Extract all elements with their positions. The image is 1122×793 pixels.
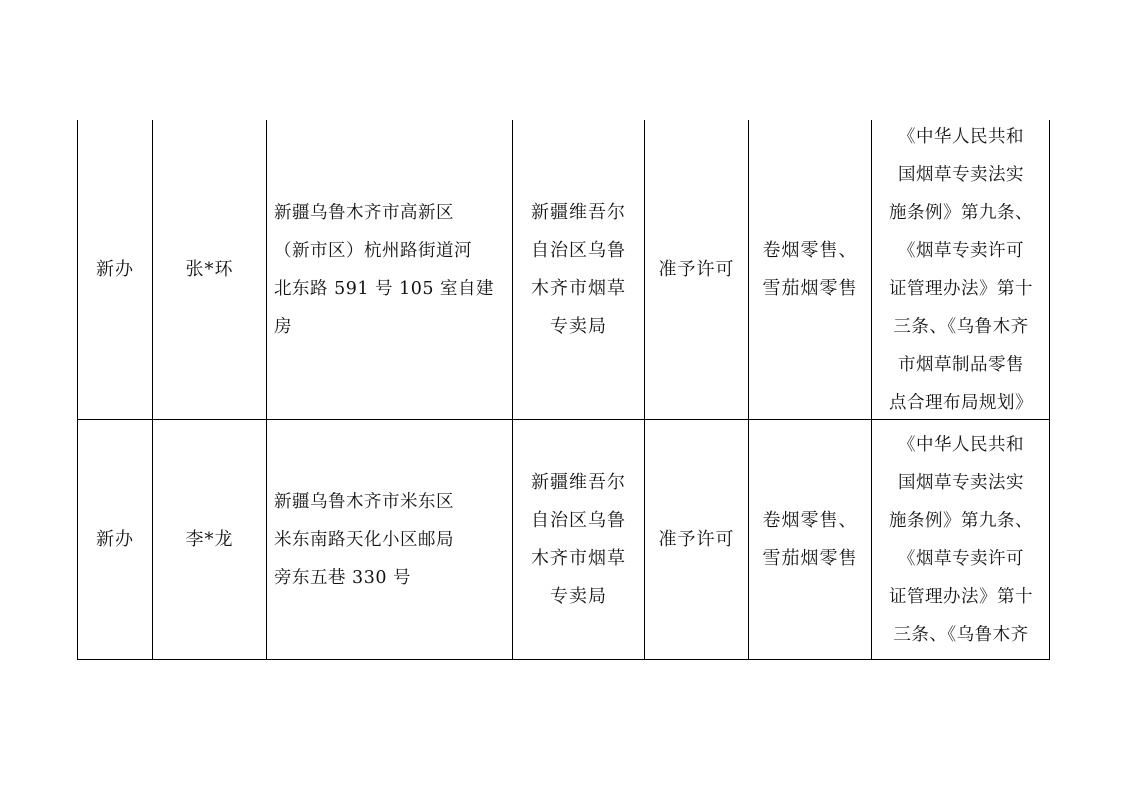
basis-line: 三条、《乌鲁木齐	[893, 624, 1029, 645]
scope-line: 卷烟零售、	[762, 509, 858, 531]
basis-line: 市烟草制品零售	[898, 354, 1024, 375]
name-text: 张*环	[185, 258, 234, 280]
table-row-1-basis	[872, 120, 1050, 419]
basis-line: 三条、《乌鲁木齐	[893, 316, 1029, 337]
table-row-2-decision	[645, 420, 748, 659]
name-text: 李*龙	[185, 528, 234, 550]
scope-line: 雪茄烟零售	[762, 547, 858, 569]
table-row-2-basis	[872, 420, 1050, 659]
basis-line: 《烟草专卖许可	[898, 240, 1024, 261]
table-row-1-authority	[513, 120, 644, 419]
table-row-1-name	[153, 120, 266, 419]
basis-line: 点合理布局规划》	[889, 392, 1033, 413]
authority-line: 木齐市烟草	[531, 547, 626, 569]
scope-line: 卷烟零售、	[762, 239, 858, 261]
column-divider	[266, 120, 267, 659]
basis-line: 《烟草专卖许可	[898, 548, 1024, 569]
action-text: 新办	[96, 258, 134, 280]
basis-line: 《中华人民共和	[898, 434, 1024, 455]
basis-line: 《中华人民共和	[898, 126, 1024, 147]
table-row-2-address	[274, 420, 512, 659]
action-text: 新办	[96, 528, 134, 550]
address-line: 旁东五巷 330 号	[274, 567, 412, 588]
address-line: （新市区）杭州路街道河	[274, 240, 472, 261]
basis-line: 国烟草专卖法实	[898, 472, 1024, 493]
scope-line: 雪茄烟零售	[762, 277, 858, 299]
basis-line: 证管理办法》第十	[889, 586, 1033, 607]
authority-line: 专卖局	[550, 585, 607, 607]
address-line: 米东南路天化小区邮局	[274, 529, 454, 550]
table-row-1-action	[78, 120, 152, 419]
table-row-2-action	[78, 420, 152, 659]
table-row-1-decision	[645, 120, 748, 419]
table-row-2-authority	[513, 420, 644, 659]
basis-line: 施条例》第九条、	[889, 202, 1033, 223]
basis-line: 施条例》第九条、	[889, 510, 1033, 531]
table-row-1-address	[274, 120, 512, 419]
address-line: 新疆乌鲁木齐市米东区	[274, 491, 454, 512]
address-line: 新疆乌鲁木齐市高新区	[274, 202, 454, 223]
table-row-2-scope	[749, 420, 871, 659]
address-line: 北东路 591 号 105 室自建	[274, 278, 495, 299]
authority-line: 新疆维吾尔	[531, 471, 626, 493]
basis-line: 证管理办法》第十	[889, 278, 1033, 299]
authority-line: 自治区乌鲁	[531, 239, 626, 261]
authority-line: 新疆维吾尔	[531, 201, 626, 223]
table-row-1-scope	[749, 120, 871, 419]
basis-line: 国烟草专卖法实	[898, 164, 1024, 185]
license-table	[77, 120, 1050, 660]
authority-line: 专卖局	[550, 315, 607, 337]
address-line: 房	[274, 316, 292, 337]
table-row-2-name	[153, 420, 266, 659]
decision-text: 准予许可	[658, 528, 735, 550]
authority-line: 木齐市烟草	[531, 277, 626, 299]
decision-text: 准予许可	[658, 258, 735, 280]
authority-line: 自治区乌鲁	[531, 509, 626, 531]
